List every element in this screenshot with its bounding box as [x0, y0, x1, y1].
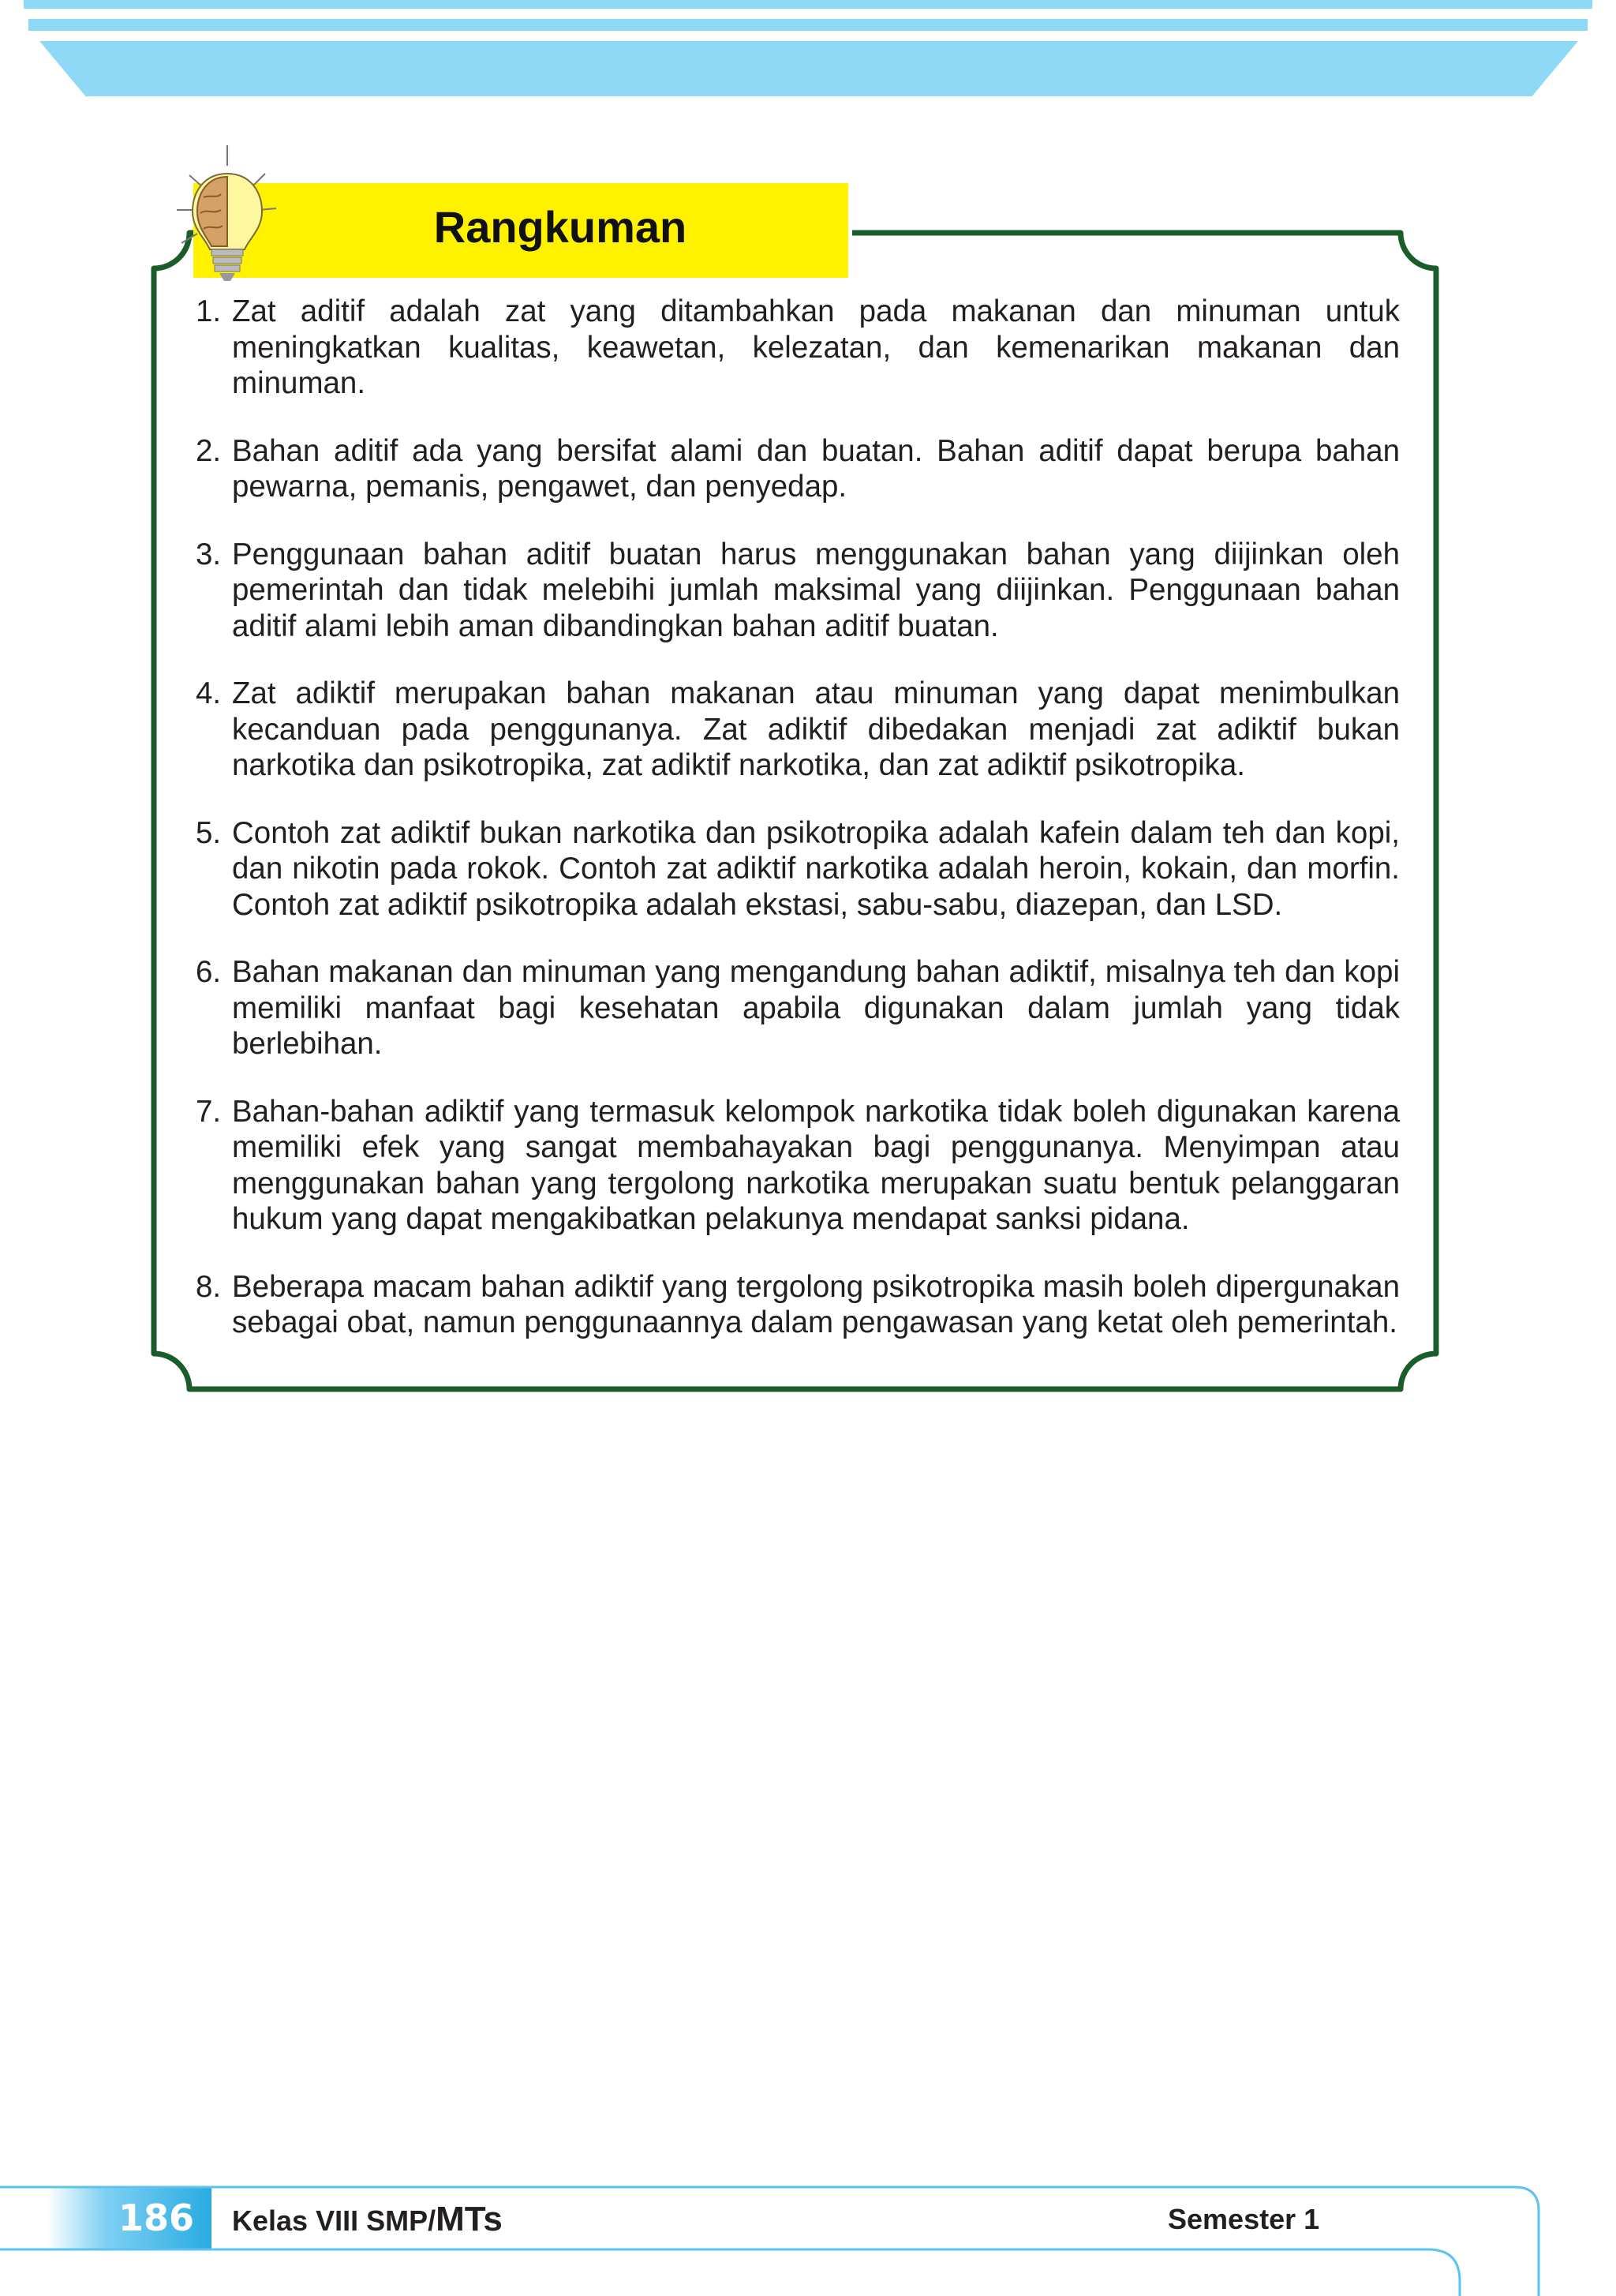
summary-title: Rangkuman — [433, 202, 687, 252]
item-text: Bahan-bahan adiktif yang termasuk kelompok narkotika tidak boleh digunakan karena memiliki efek yang sangat membahayakan bagi penggunanya. Menyimpan atau menggunakan bahan yang tergolong narkotika merupakan suatu bentuk pelanggaran hukum yang dapat mengakibatkan pelakunya mendapat sanksi pidana. — [232, 1094, 1400, 1236]
item-number: 7. — [196, 1094, 222, 1129]
item-number: 5. — [196, 815, 222, 850]
item-text: Zat aditif adalah zat yang ditambahkan pada makanan dan minuman untuk meningkatkan kualitas, keawetan, kelezatan, dan kemenarikan makanan dan minuman. — [232, 294, 1400, 400]
list-item — [196, 1094, 1400, 1238]
item-number: 8. — [196, 1269, 222, 1304]
list-item — [196, 1269, 1400, 1341]
list-item — [196, 294, 1400, 402]
item-number: 2. — [196, 433, 222, 468]
header-stripe-middle — [28, 19, 1588, 31]
item-text: Beberapa macam bahan adiktif yang tergolong psikotropika masih boleh dipergunakan sebagai obat, namun penggunaannya dalam pengawasan yang ketat oleh pemerintah. — [232, 1269, 1400, 1339]
item-number: 3. — [196, 537, 222, 571]
class-label-text: Kelas VIII SMP/ — [232, 2204, 436, 2237]
summary-list — [196, 294, 1400, 1373]
item-text: Bahan aditif ada yang bersifat alami dan buatan. Bahan aditif dapat berupa bahan pewarna, pemanis, pengawet, dan penyedap. — [232, 433, 1400, 504]
list-item — [196, 815, 1400, 923]
header-stripe-top — [24, 0, 1592, 9]
list-item — [196, 676, 1400, 784]
list-item — [196, 954, 1400, 1062]
item-text: Zat adiktif merupakan bahan makanan atau minuman yang dapat menimbulkan kecanduan pada penggunanya. Zat adiktif dibedakan menjadi zat adiktif bukan narkotika dan psikotropika, zat adiktif narkotika, dan zat adiktif psikotropika. — [232, 676, 1400, 782]
item-number: 6. — [196, 955, 222, 989]
item-text: Bahan makanan dan minuman yang mengandung bahan adiktif, misalnya teh dan kopi memiliki manfaat bagi kesehatan apabila digunakan dalam jumlah yang tidak berlebihan. — [232, 955, 1400, 1061]
item-text: Penggunaan bahan aditif buatan harus menggunakan bahan yang diijinkan oleh pemerintah dan tidak melebihi jumlah maksimal yang diijinkan. Penggunaan bahan aditif alami lebih aman dibandingkan bahan aditif buatan. — [232, 537, 1400, 643]
class-label-suffix: MTs — [436, 2200, 503, 2238]
item-text: Contoh zat adiktif bukan narkotika dan psikotropika adalah kafein dalam teh dan kopi, dan nikotin pada rokok. Contoh zat adiktif narkotika adalah heroin, kokain, dan morfin. Contoh zat adiktif psikotropika adalah ekstasi, sabu-sabu, diazepan, dan LSD. — [232, 815, 1400, 922]
list-item — [196, 433, 1400, 505]
list-item — [196, 537, 1400, 645]
page-number: 186 — [118, 2197, 195, 2239]
item-number: 1. — [196, 294, 222, 328]
footer-class-label — [232, 2197, 503, 2242]
footer-semester: Semester 1 — [1168, 2203, 1320, 2235]
header-band — [39, 41, 1578, 96]
item-number: 4. — [196, 676, 222, 710]
